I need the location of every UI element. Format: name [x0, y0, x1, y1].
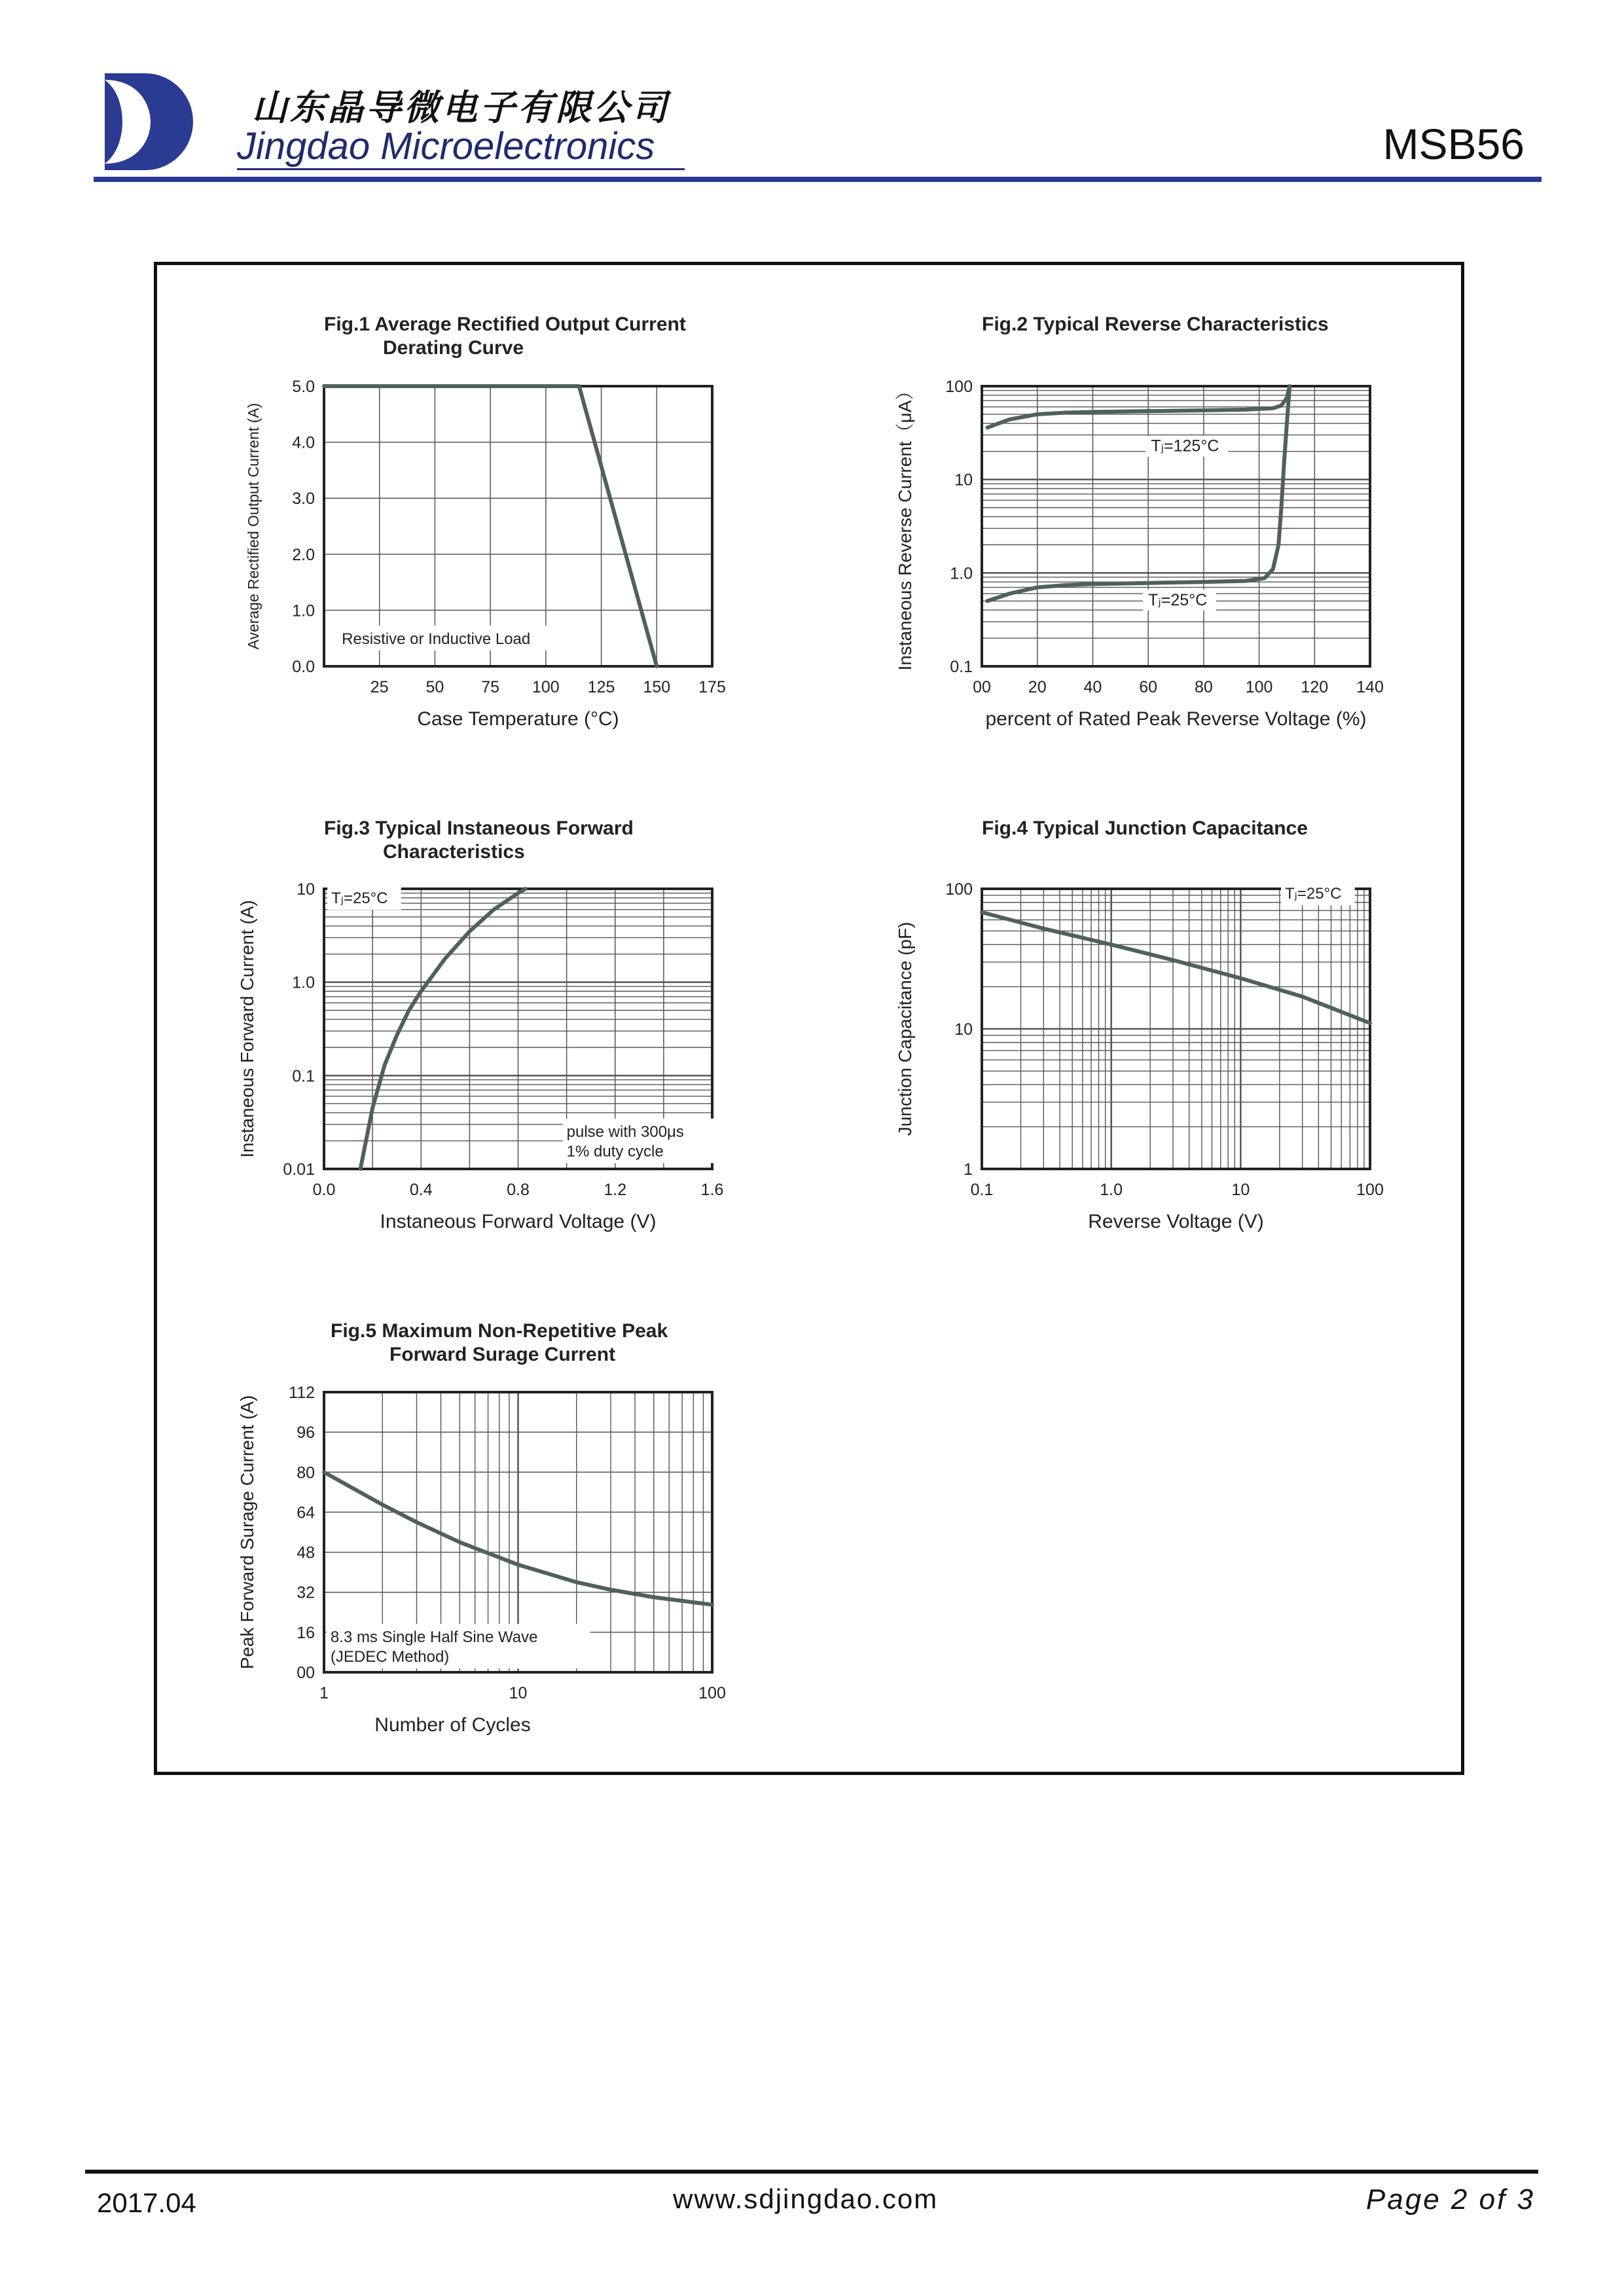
fig2-y-axis-label: Instaneous Reverse Current（μA）	[895, 382, 915, 671]
fig4-title: Fig.4 Typical Junction Capacitance	[982, 817, 1308, 839]
fig3-chart	[237, 817, 723, 1232]
fig4-y-axis-label: Junction Capacitance (pF)	[895, 922, 915, 1136]
fig3-y-axis-label: Instaneous Forward Current (A)	[237, 900, 257, 1158]
fig1-y-tick-label: 1.0	[292, 601, 315, 620]
fig1-x-tick-label: 75	[481, 678, 500, 696]
fig4-x-axis-label: Reverse Voltage (V)	[1088, 1211, 1264, 1232]
fig5-y-tick-label: 80	[297, 1463, 315, 1482]
fig2-x-tick-label: 140	[1356, 678, 1384, 696]
fig1-x-axis-label: Case Temperature (°C)	[417, 708, 619, 730]
fig1-x-tick-label: 175	[698, 678, 726, 696]
company-name-english: Jingdao Microelectronics	[237, 125, 655, 168]
fig4-x-tick-label: 100	[1356, 1181, 1384, 1199]
fig1-y-tick-label: 0.0	[292, 658, 315, 676]
fig3-x-tick-label: 0.8	[507, 1181, 530, 1199]
fig5-x-tick-label: 10	[509, 1684, 528, 1702]
fig2-series-label: Tⱼ=25°C	[1148, 590, 1208, 609]
fig3-series-line-0	[361, 889, 526, 1169]
fig2-y-tick-label: 100	[945, 378, 973, 396]
fig4-annotation: Tⱼ=25°C	[1285, 885, 1342, 903]
fig2-x-tick-label: 100	[1245, 678, 1273, 696]
fig2-chart	[895, 314, 1384, 730]
fig5-y-tick-label: 96	[297, 1424, 315, 1443]
fig3-x-tick-label: 1.2	[604, 1181, 627, 1199]
fig1-chart	[245, 314, 726, 730]
fig2-x-tick-label: 40	[1083, 678, 1102, 696]
fig4-x-tick-label: 0.1	[970, 1181, 994, 1199]
fig1-grid	[324, 386, 712, 666]
fig2-x-axis-label: percent of Rated Peak Reverse Voltage (%)	[985, 708, 1367, 730]
fig5-y-tick-label: 16	[297, 1623, 315, 1642]
fig5-y-tick-label: 48	[297, 1543, 315, 1562]
fig3-y-tick-label: 10	[297, 880, 315, 899]
fig2-y-tick-label: 10	[954, 471, 973, 490]
fig1-x-tick-label: 150	[643, 678, 671, 696]
fig1-plot-frame	[324, 386, 712, 666]
fig2-x-tick-label: 60	[1139, 678, 1158, 696]
fig1-y-tick-label: 5.0	[292, 378, 315, 396]
fig5-annotation: 8.3 ms Single Half Sine Wave	[330, 1628, 538, 1647]
fig2-x-tick-label: 20	[1028, 678, 1047, 696]
fig5-y-axis-label: Peak Forward Surage Current (A)	[237, 1395, 257, 1670]
fig3-x-tick-label: 0.4	[409, 1181, 433, 1199]
company-name-chinese: 山东晶导微电子有限公司	[252, 87, 670, 128]
fig4-series-line-0	[982, 912, 1370, 1023]
fig3-title: Fig.3 Typical Instaneous Forward	[324, 817, 634, 839]
fig3-x-axis-label: Instaneous Forward Voltage (V)	[380, 1211, 657, 1232]
fig3-x-tick-label: 1.6	[700, 1181, 724, 1199]
footer-url: www.sdjingdao.com	[673, 2183, 939, 2214]
fig4-grid	[982, 889, 1370, 1169]
fig3-y-tick-label: 0.1	[292, 1067, 315, 1086]
footer-date: 2017.04	[97, 2187, 196, 2218]
fig2-title: Fig.2 Typical Reverse Characteristics	[982, 314, 1329, 335]
fig2-plot-frame	[982, 386, 1370, 666]
fig4-x-tick-label: 10	[1231, 1181, 1250, 1199]
fig5-y-tick-label: 00	[297, 1664, 315, 1682]
footer-page-number: Page 2 of 3	[1365, 2183, 1535, 2215]
fig5-x-axis-label: Number of Cycles	[374, 1714, 531, 1736]
fig2-x-tick-label: 00	[973, 678, 991, 696]
fig3-annotation: Tⱼ=25°C	[331, 889, 388, 908]
fig1-annotation: Resistive or Inductive Load	[342, 630, 531, 648]
fig1-x-tick-label: 25	[370, 678, 389, 696]
part-number: MSB56	[1382, 120, 1525, 168]
fig2-y-tick-label: 0.1	[950, 658, 973, 676]
fig5-annotation: (JEDEC Method)	[330, 1648, 450, 1666]
fig2-series-label: Tⱼ=125°C	[1151, 437, 1219, 456]
fig5-y-tick-label: 32	[297, 1583, 315, 1602]
fig5-y-tick-label: 112	[289, 1384, 315, 1402]
fig5-title: Forward Surage Current	[389, 1344, 616, 1365]
fig1-y-tick-label: 3.0	[292, 490, 315, 509]
fig5-chart	[237, 1320, 726, 1736]
fig5-title: Fig.5 Maximum Non-Repetitive Peak	[331, 1320, 668, 1342]
fig3-y-tick-label: 0.01	[283, 1160, 315, 1179]
fig1-y-tick-label: 4.0	[292, 433, 315, 452]
fig3-annotation: 1% duty cycle	[566, 1143, 664, 1161]
fig4-chart	[895, 817, 1384, 1232]
fig4-y-tick-label: 10	[954, 1020, 973, 1039]
fig1-y-axis-label: Average Rectified Output Current (A)	[245, 403, 262, 650]
fig2-grid	[982, 386, 1370, 666]
fig4-x-tick-label: 1.0	[1100, 1181, 1123, 1199]
fig3-title: Characteristics	[383, 841, 525, 863]
fig2-x-tick-label: 120	[1301, 678, 1329, 696]
fig1-title: Fig.1 Average Rectified Output Current	[324, 314, 686, 335]
fig3-annotation: pulse with 300μs	[566, 1123, 684, 1141]
fig4-y-tick-label: 1	[964, 1160, 973, 1179]
fig3-y-tick-label: 1.0	[292, 973, 315, 992]
fig5-y-tick-label: 64	[297, 1503, 315, 1522]
fig4-y-tick-label: 100	[945, 880, 973, 899]
fig2-x-tick-label: 80	[1194, 678, 1213, 696]
fig1-title: Derating Curve	[383, 337, 524, 359]
fig1-x-tick-label: 50	[425, 678, 444, 696]
fig5-x-tick-label: 1	[319, 1684, 329, 1702]
footer-rule	[85, 2170, 1538, 2174]
fig5-x-tick-label: 100	[698, 1684, 726, 1702]
fig1-x-tick-label: 100	[532, 678, 560, 696]
fig3-x-tick-label: 0.0	[312, 1181, 336, 1199]
fig2-y-tick-label: 1.0	[950, 564, 973, 583]
fig1-y-tick-label: 2.0	[292, 545, 315, 564]
fig1-x-tick-label: 125	[587, 678, 615, 696]
